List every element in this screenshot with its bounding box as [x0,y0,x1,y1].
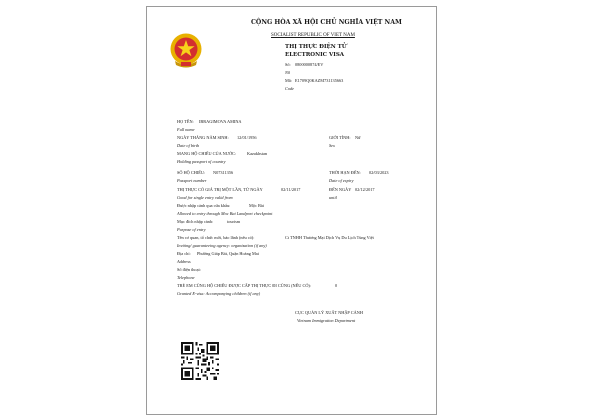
country-name-vi: CỘNG HÒA XÃ HỘI CHỦ NGHĨA VIỆT NAM [251,19,402,26]
phone-en: Telephone [177,275,195,280]
visa-no-label: N0 [285,70,291,75]
host-value: Ct TNHH Thương Mại Dịch Vụ Du Lịch Tùng Việt [285,235,374,240]
passport-number-en: Passport number [177,178,207,183]
sex-en: Sex [329,143,335,148]
visa-number-value: 0800000874/EV [295,62,324,67]
name-value: IBRAGIMOVA AMINA [199,119,242,124]
visa-code-en: Code [285,86,295,91]
passport-country-en: Holding passport of country [177,159,226,164]
validity-to-value: 02/12/2017 [355,187,375,192]
entry-gate-label: Được nhập cảnh qua cửa khẩu: [177,203,231,208]
dob-value: 12/01/1956 [237,135,257,140]
dob-en: Date of birth [177,143,200,148]
expiry-en: Date of expiry [329,178,354,183]
expiry-label: THỜI HẠN ĐẾN: [329,170,361,175]
entry-gate-en: Allowed to entry through Moc Bai Landport checkpoint [177,211,273,216]
passport-number-label: SỐ HỘ CHIẾU: [177,170,206,175]
validity-from-en: Good for single entry valid from [177,195,233,200]
sex-label: GIỚI TÍNH: [329,135,351,140]
address-label: Địa chỉ: [177,251,191,256]
children-en: Granted E-visa: Accompanying children (if any) [177,291,261,296]
purpose-en: Purpose of entry [177,227,206,232]
address-value: Phường Giáp Bát, Quận Hoàng Mai [197,251,259,256]
entry-gate-value: Mộc Bài [249,203,264,208]
sex-value: Nữ [355,135,361,140]
visa-code-value: E1709Q0KAZM731135663 [295,78,344,83]
validity-label: THỊ THỰC CÓ GIÁ TRỊ MỘT LẦN, TỪ NGÀY [177,187,263,192]
passport-number-value: N07311356 [213,170,234,175]
national-emblem-icon [169,32,203,70]
authority-vi: CỤC QUẢN LÝ XUẤT NHẬP CẢNH [295,310,363,315]
host-label: Tên cơ quan, tổ chức mời, bảo lãnh (nếu có): [177,235,255,240]
address-en: Address [177,259,191,264]
validity-to-label: ĐẾN NGÀY [329,187,352,192]
expiry-value: 02/03/2023 [369,170,389,175]
qr-code-icon [181,342,219,380]
visa-title-en: ELECTRONIC VISA [285,52,345,58]
name-en: Full name [177,127,195,132]
passport-country-label: MANG HỘ CHIẾU CỦA NƯỚC: [177,151,237,156]
phone-label: Số điện thoại: [177,267,201,272]
purpose-value: tourism [227,219,241,224]
passport-country-value: Kazakhstan [247,151,268,156]
visa-number-label: Số: [285,62,291,67]
children-label: TRẺ EM CÙNG HỘ CHIẾU ĐƯỢC CẤP THỊ THỰC ĐI CÙNG (NẾU CÓ): [177,283,312,288]
authority-en: Vietnam Immigration Department [297,318,356,323]
visa-code-label: Mã: [285,78,292,83]
name-label: HỌ TÊN: [177,119,194,124]
dob-label: NGÀY THÁNG NĂM SINH: [177,135,229,140]
children-value: 0 [335,283,338,288]
country-name-en: SOCIALIST REPUBLIC OF VIET NAM [271,33,355,38]
visa-title-vi: THỊ THỰC ĐIỆN TỬ [285,44,347,50]
evisa-document [146,6,437,415]
validity-from-value: 02/11/2017 [281,187,301,192]
purpose-label: Mục đích nhập cảnh: [177,219,214,224]
host-en: Inviting/ guaranteeing agency: organization (if any) [177,243,267,248]
validity-to-en: until [329,195,337,200]
